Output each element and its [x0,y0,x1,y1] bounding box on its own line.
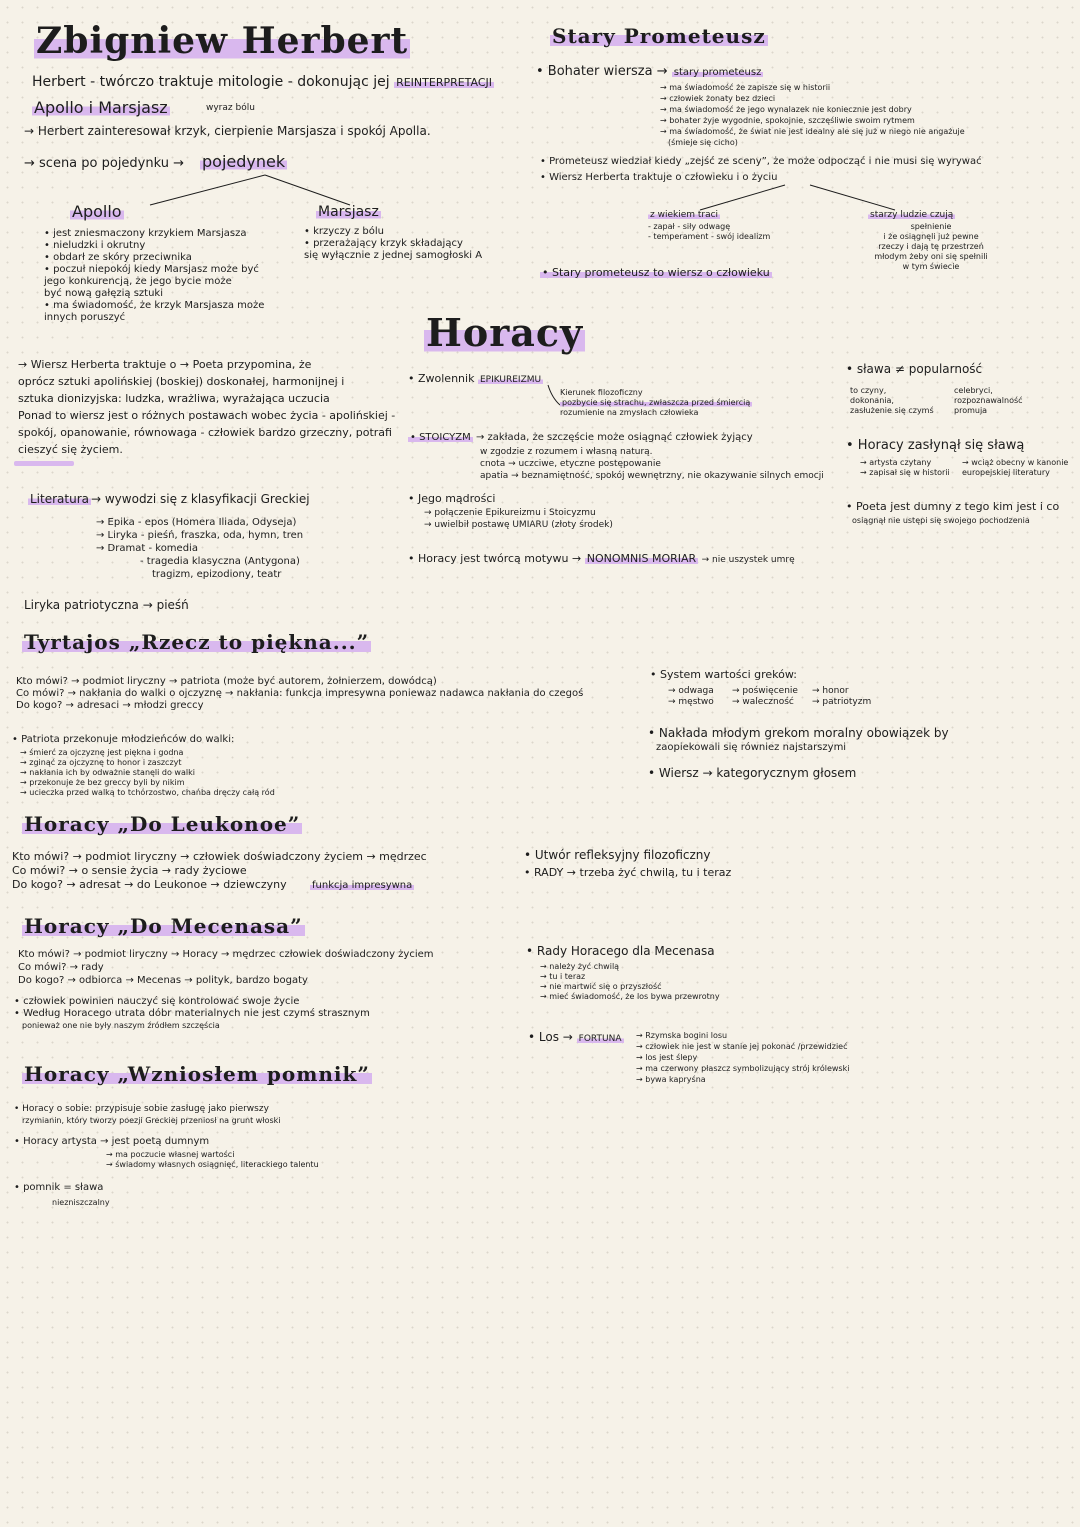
prometeusz-points: → ma świadomość że zapisze się w historii → człowiek żonaty bez dzieci → ma świadomość że jego wynalazek nie koniecznie jest dobry → bohater żyje wygodnie, spokojnie, szczęśliwie swoim rytmem → ma świadomość, że świat nie jest idealny ale się już w niego nie angażuje (śmieje się cicho) [660,83,965,147]
wiek-list: - zapał - siły odwagę - temperament - swój idealizm [648,222,771,241]
marsjasz-heading: Marsjasz [318,204,379,220]
fortuna-list: → Rzymska bogini losu → człowiek nie jest w stanie jej pokonać /przewidzieć → los jest ślepy → ma czerwony płaszcz symbolizujący strój królewski → bywa kapryśna [636,1031,850,1084]
stary-prometeusz-heading: Stary Prometeusz [552,24,766,48]
non-omnis-line: • Horacy jest twórcą motywu → NONOMNIS MORIAR → nie uszystek umrę [408,552,795,565]
slawa-list: to czyny, dokonania, zasłużenie się czymś [850,386,934,415]
los-line: • Los → FORTUNA [528,1030,622,1044]
prometeusz-traktuje: • Wiersz Herberta traktuje o człowieku i o życiu [540,172,778,183]
system-col-2: → poświęcenie → waleczność [732,686,798,707]
madrosci-list: → połączenie Epikureizmu i Stoicyzmu → uwielbił postawę UMIARU (złoty środek) [424,508,613,530]
liryka-patriotyczna: Liryka patriotyczna → pieśń [24,598,189,612]
prometeusz-wiedzial: • Prometeusz wiedział kiedy „zejść ze sceny”, że może odpocząć i nie musi się wyrywać [540,156,982,167]
slawa-line: • sława ≠ popularność [846,362,983,376]
pomnik-notes-1: • Horacy o sobie: przypisuje sobie zasługę jako pierwszy rzymianin, który tworzy poezji Greckiej przeniosł na grunt włoski [14,1104,281,1125]
pomnik-artysta: • Horacy artysta → jest poetą dumnym [14,1136,210,1147]
mecenasa-notes: • człowiek powinien nauczyć się kontrolować swoje życie • Według Horacego utrata dóbr materialnych nie jest czymś strasznym ponieważ one nie były naszym źródłem szczęścia [14,996,370,1030]
poeta-line: • Poeta jest dumny z tego kim jest i co [846,500,1060,513]
wiersz-kategoryczny: • Wiersz → kategorycznym głosem [648,766,857,780]
zwolennik-line: • Zwolennik EPIKUREIZMU [408,372,542,385]
mecenasa-kto-co: Kto mówi? → podmiot liryczny → Horacy → mędrzec człowiek doświadczony życiem Co mówi? → rady Do kogo? → odbiorca → Mecenas → polityk, bardzo bogaty [18,949,434,986]
poeta-line-2: osiągnął nie ustępi się swojego pochodzenia [852,516,1030,525]
starzy-list: spełnienie i że osiągnęli już pewne rzeczy i dają tę przestrzeń młodym żeby oni się spełnili w tym świecie [874,222,988,271]
stoicyzm-list: w zgodzie z rozumem i własną naturą. cnota → uczciwe, etyczne postępowanie apatia → beznamiętność, spokój wewnętrzny, nie okazywanie silnych emocji [480,447,824,481]
system-col-3: → honor → patriotyzm [812,686,872,707]
rady-horacego-list: → należy żyć chwilą → tu i teraz → nie martwić się o przyszłość → mieć świadomość, że los bywa przewrotny [540,962,720,1001]
naklada-line: • Nakłada młodym grekom moralny obowiązek by [648,726,949,740]
marsjasz-list: • krzyczy z bólu • przerażający krzyk składający się wyłącznie z jednej samogłoski A [304,226,483,261]
system-col-1: → odwaga → męstwo [668,686,714,707]
wyraz-bolu-note: wyraz bólu [206,103,255,113]
page-title: Zbigniew Herbert [36,20,409,62]
leukonoe-kto-co: Kto mówi? → podmiot liryczny → człowiek doświadczony życiem → mędrzec Co mówi? → o sensie życia → rady życiowe Do kogo? → adresat → do Leukonoe → dziewczyny [12,850,427,891]
tyrtajos-heading: Tyrtajos „Rzecz to piękna...” [24,630,370,654]
starzy-heading: starzy ludzie czują [870,210,954,220]
wiersz-herberta-block: → Wiersz Herberta traktuje o → Poeta przypomina, że oprócz sztuki apolińskiej (boskiej) doskonałej, harmonijnej i sztuka dionizyjska: ludzka, wrażliwa, wyrażająca uczucia Ponad to wiersz jest o różnych postawach wobec życia - apolińskiej - spokój, opanowanie, równowaga - człowiek bardzo grzeczny, potrafi cieszyć się życiem. [18,358,396,456]
pomnik-heading: Horacy „Wzniosłem pomnik” [24,1062,370,1086]
zaslynal-left: → artysta czytany → zapisał się w historii [860,458,950,477]
rady-line: • RADY → trzeba żyć chwilą, tu i teraz [524,866,732,879]
apollo-marsjasz-heading: Apollo i Marsjasz [34,98,168,117]
pojedynek-label: pojedynek [202,152,286,171]
prometeusz-summary: • Stary prometeusz to wiersz o człowieku [542,266,770,279]
stoicyzm-line: • STOICYZM → zakłada, że szczęście może osiągnąć człowiek żyjący [410,432,753,443]
zaslynal-line: • Horacy zasłynął się sławą [846,438,1025,453]
pomnik-niezniszczalny: niezniszczalny [52,1198,110,1207]
patriota-heading: • Patriota przekonuje młodzieńców do walki: [12,734,235,745]
literatura-list: → Epika - epos (Homera Iliada, Odyseja) → Liryka - pieśń, fraszka, oda, hymn, tren → Dramat - komedia - tragedia klasyczna (Antygona) tragizm, epizodiony, teatr [96,517,304,580]
apollo-list: • jest zniesmaczony krzykiem Marsjasza • nieludzki i okrutny • obdarł ze skóry przeciwnika • poczuł niepokój kiedy Marsjasz może być jego konkurencją, że jego bycie może być nową gałęzią sztuki • ma świadomość, że krzyk Marsjasza może innych poruszyć [44,228,265,323]
apollo-heading: Apollo [72,202,122,221]
epikureizm-notes: Kierunek filozoficzny pozbycie się strachu, zwłaszcza przed śmiercią rozumienie na zmysłach człowieka [560,388,751,417]
bohater-line: • Bohater wiersza → stary prometeusz [536,64,762,79]
utwor-line: • Utwór refleksyjny filozoficzny [524,848,711,862]
horacy-heading: Horacy [426,310,584,355]
scena-line: → scena po pojedynku → [24,156,185,171]
patriota-list: → śmierć za ojczyznę jest piękna i godna → zginąć za ojczyznę to honor i zaszczyt → nakłania ich by odważnie stanęli do walki → przekonuje że bez greccy byli by nikim → ucieczka przed walką to tchórzostwo, chańba dręczy całą ród [20,748,275,797]
intro-line-2: → Herbert zainteresował krzyk, cierpienie Marsjasza i spokój Apolla. [24,124,431,138]
intro-line: Herbert - twórczo traktuje mitologie - dokonując jej REINTERPRETACJI [32,74,493,90]
naklada-line-2: zaopiekowali się równiez najstarszymi [656,742,847,753]
rady-horacego-heading: • Rady Horacego dla Mecenasa [526,944,715,958]
pomnik-slawa: • pomnik = sława [14,1182,104,1193]
system-heading: • System wartości greków: [650,668,797,681]
pomnik-artysta-list: → ma poczucie własnej wartości → świadomy własnych osiągnięć, literackiego talentu [106,1150,319,1169]
mecenasa-heading: Horacy „Do Mecenasa” [24,914,303,938]
leukonoe-heading: Horacy „Do Leukonoe” [24,812,301,836]
madrosci-heading: • Jego mądrości [408,492,496,505]
leukonoe-funkcja: funkcja impresywna [312,880,413,891]
literatura-heading: Literatura → wywodzi się z klasyfikacji Greckiej [30,492,310,506]
popularnosc-list: celebryci, rozpoznawalność promuja [954,386,1023,415]
zaslynal-right: → wciąż obecny w kanonie europejskiej literatury [962,458,1069,477]
tyrtajos-kto-co: Kto mówi? → podmiot liryczny → patriota (może być autorem, żołnierzem, dowódcą) Co mówi? → nakłania do walki o ojczyznę → nakłania: funkcja impresywna poniewaz nadawca nakłania do czegoś Do kogo? → adresaci → młodzi greccy [16,676,584,711]
wiek-heading: z wiekiem traci [650,210,719,220]
